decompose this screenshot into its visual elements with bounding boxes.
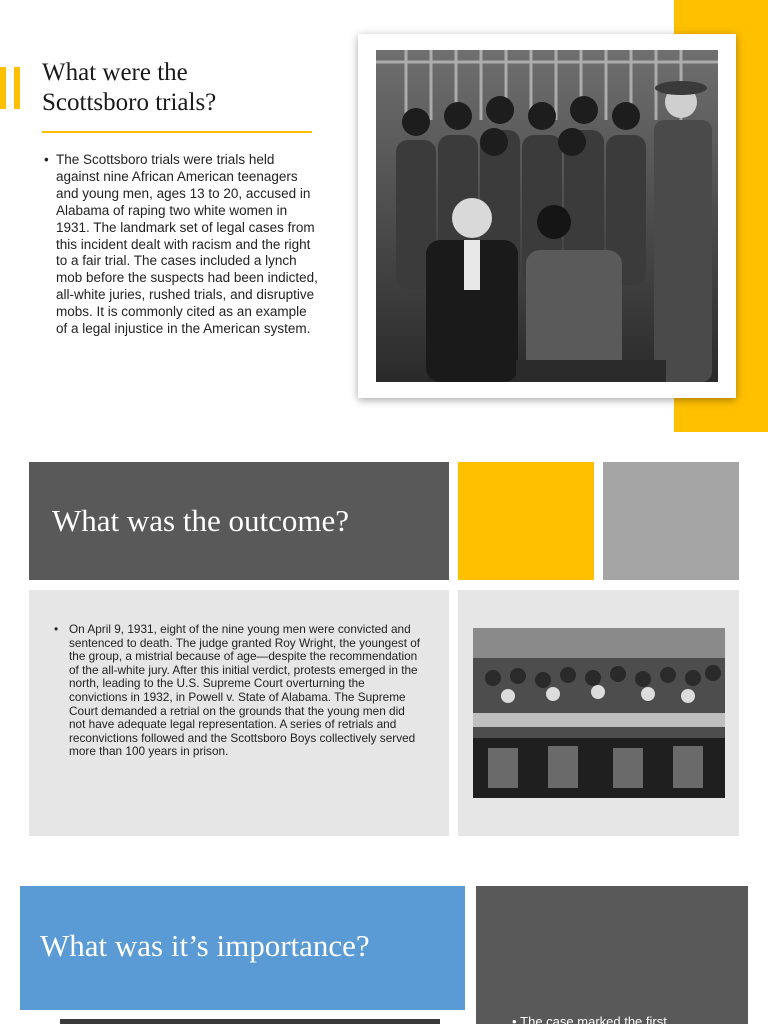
- slide1-title-line1: What were the: [42, 59, 188, 86]
- slide2-body: [54, 623, 422, 759]
- title-underline: [42, 131, 312, 133]
- slide1-title: [42, 58, 342, 118]
- accent-block-gray: [603, 462, 739, 580]
- slide3-title: What was it’s importance?: [40, 928, 370, 963]
- accent-block-yellow: [458, 462, 594, 580]
- accent-marker-1: [0, 67, 6, 109]
- slide3-photo: [60, 1019, 440, 1024]
- slide3-bullet-text: The case marked the first: [520, 1014, 667, 1029]
- slide1-body: [44, 152, 320, 338]
- slide1-bullet-text: The Scottsboro trials were trials held against nine African American teenagers and young men, ages 13 to 20, accused in Alabama of raping two white women in 1931. The landmark set of legal cases from this incident dealt with racism and the right to a fair trial. The cases included a lynch mob before the suspects had been indicted, all-white juries, rushed trials, and disruptive mobs. It is commonly cited as an example of a legal injustice in the American system.: [56, 152, 318, 337]
- slide1-title-line2: Scottsboro trials?: [42, 89, 217, 116]
- scottsboro-group-photo: [376, 50, 718, 382]
- accent-marker-2: [14, 67, 20, 109]
- courtroom-photo: [473, 628, 725, 798]
- slide3-text-panel: [476, 886, 748, 1024]
- bullet-marker: •: [44, 152, 49, 167]
- slide2-bullet-text: On April 9, 1931, eight of the nine young men were convicted and sentenced to death. The judge granted Roy Wright, the youngest of the group, a mistrial because of age—despite the recommendation of the all-white jury. After this initial verdict, protests emerged in the north, leading to the U.S. Supreme Court overturning the convictions in 1932, in Powell v. State of Alabama. The Supreme Court demanded a retrial on the grounds that the young men did not have adequate legal representation. A series of retrials and reconvictions followed and the Scottsboro Boys collectively served more than 100 years in prison.: [69, 622, 421, 759]
- slide3-body: [512, 1014, 732, 1030]
- bullet-marker: •: [512, 1014, 521, 1029]
- slide2-title: What was the outcome?: [52, 503, 349, 538]
- bullet-marker: •: [54, 622, 59, 636]
